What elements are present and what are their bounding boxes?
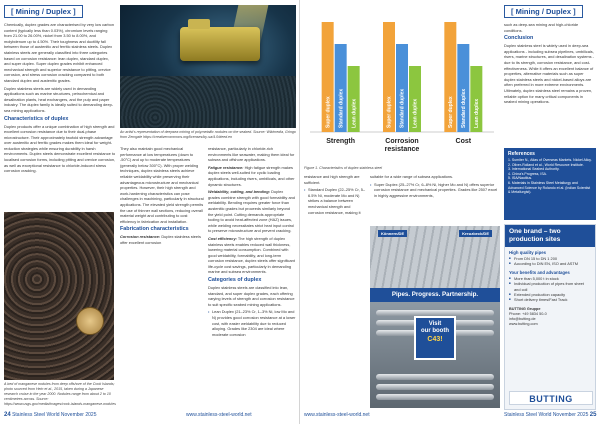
sea-photo-caption: An artist's representation of deepsea mining of polymetallic nodules on the seabed. Source: Wikimedia, Gringo from Zemgale https://creativecommons.org/licenses/by-sa/4.0/deed.en: [120, 130, 296, 139]
reference-item: 5. ISA/Nautilus.: [508, 176, 533, 181]
left-column-3: [208, 146, 296, 408]
paragraph-text: The high strength of duplex stainless steels enables reduced wall thickness, lowering material consumption. Combined with good weldability, formability, and long-term corrosion resistance, duplex steels offer significant life-cycle cost savings, particularly in demanding marine and subsea environments.: [208, 235, 295, 275]
paragraph: They also maintain good mechanical performance at low temperatures (down to -50°C) and up to moderate temperatures (generally below 300°C). With proper welding techniques, duplex stainless steels achieve reliable weldability while preserving their advantageous microstructure and mechanical properties. However, their high strength and work-hardening characteristics can pose challenges in machining, particularly in structural applications. The elevated yield strength permits the use of thinner wall sections, reducing overall material weight and contributing to cost efficiency in fabrication and installation.: [120, 146, 204, 224]
mining-vehicle: [180, 27, 260, 61]
booth-line-1: Visit: [428, 321, 442, 327]
chart-caption: Figure 1. Characteristics of duplex stainless steel: [304, 166, 383, 170]
paragraph: [208, 189, 296, 234]
bullet-standard-duplex: • Standard Duplex (22–25% Cr, 5–6.5% Ni, moderate Mo and N) strikes a balance between mechanical strength and corrosion resistance, making it: [304, 187, 366, 215]
paragraph: Duplex stainless steels are widely used in demanding applications such as marine structures, petrochemical and desalination plants, heat exchangers, and the pulp and paper industry. The duplex family is ideally suited to demanding deep-sea mining applications.: [4, 85, 114, 113]
magazine-name: Stainless Steel World November 2025: [12, 412, 97, 418]
bullet-lean-duplex: • Lean Duplex (21–23% Cr, 1–3% Ni, low Mo and N) provides good corrosion resistance at a lower cost, with easier weldability due to reduced alloying. Grades like 2304 are ideal where moderate corrosion: [208, 309, 296, 337]
paragraph: [208, 236, 296, 275]
booth-number: C43!: [427, 336, 443, 343]
ad-list-item: ■ Individual production of pipes from sheet and coil: [509, 281, 591, 292]
pipe: [376, 384, 494, 390]
bullet-super-duplex: • Super Duplex (25–27% Cr, 6–8% Ni, higher Mo and N) offers superior corrosion resistance and mechanical properties. Grades like 2507 excel in highly aggressive environments,: [370, 182, 500, 199]
bar-label: Lean duplex: [473, 98, 480, 128]
ad-list-item: ■ More than 5,000 t in stock: [509, 276, 591, 281]
lead-in: Cost efficiency:: [208, 235, 237, 241]
ad-list-benefits: [509, 276, 591, 303]
paragraph-text: High fatigue strength makes duplex steels well-suited for cyclic loading applications, including risers, umbilicals, and other dynamic structures.: [208, 164, 295, 187]
ad-list-item: ■ Extended production capacity: [509, 292, 591, 297]
ad-subheading: Your benefits and advantages: [509, 269, 570, 275]
ad-list-quality: [509, 256, 591, 267]
booth-badge: [414, 316, 456, 360]
photo-manganese-nodules: [4, 212, 114, 380]
references-list: [508, 158, 592, 195]
bar-label: Standard duplex: [460, 88, 467, 128]
category-label: Corrosion: [385, 138, 419, 145]
paragraph: [120, 234, 204, 245]
paragraph-text: Duplex grades combine strength with good formability and weldability. Bending requires greater force than austenitic grades but proceeds similarly beyond the yield point. Cutting demands appropriate tooling to avoid heat-affected zone (HAZ) issues, while welding necessitates strict heat input control to preserve microstructure and prevent cracking.: [208, 189, 295, 234]
page-number: 24: [4, 412, 11, 418]
pipe: [376, 394, 494, 400]
site-label-left: Könnern/DE: [378, 230, 407, 237]
paragraph: Duplex products offer a unique combination of high strength and excellent corrosion resistance due to their dual-phase microstructure. Their approximately twofold strength advantage over austenitic and ferritic grades makes them ideal for weight-reduction strategies while ensuring durability in harsh environments. Duplex steels demonstrate excellent resistance to localised corrosion forms, including pitting and crevice corrosion, as well as exceptional resistance to chloride-induced stress corrosion cracking.: [4, 123, 116, 174]
page-number: 25: [589, 412, 597, 418]
paragraph: suitable for a wide range of subsea applications.: [370, 174, 454, 179]
section-tag-left: [ Mining / Duplex ]: [4, 5, 83, 18]
left-column-2: [120, 146, 204, 408]
paragraph: such as deep-sea mining and high-chloride conditions.: [504, 22, 579, 33]
bar-label: Standard duplex: [399, 88, 406, 128]
booth-line-2: our booth: [421, 328, 449, 334]
bar-label: Super duplex: [325, 96, 332, 128]
category-label: resistance: [384, 146, 420, 153]
bar-chart: [304, 14, 500, 164]
paragraph: [208, 165, 296, 187]
ad-subheading: High quality pipes: [509, 250, 547, 255]
heading-categories: Categories of duplex: [208, 277, 262, 284]
folio-url-right[interactable]: www.stainless-steel-world.net: [304, 412, 370, 418]
right-page: [300, 0, 600, 424]
ad-tagline: Pipes. Progress. Partnership.: [370, 288, 500, 302]
right-column-1: [304, 174, 366, 410]
nodule-photo-caption: A bed of manganese nodules from deep offshore of the Cook Islands; photo sourced from Hein et al., 2015, taken during a Japanese research cruise in the year 2000. Nodules range from about 2 to 10 centimetres across. Source: https://www.usgs.gov/media/images/cook-islands-manganese-nodules: [4, 382, 116, 406]
references-box: [504, 148, 596, 220]
butting-logo: BUTTING: [509, 391, 593, 405]
section-tag-right: [ Mining / Duplex ]: [504, 5, 583, 18]
reference-item: 3. International Seabed Authority.: [508, 167, 560, 172]
magazine-name: Stainless Steel World November 2025: [504, 412, 589, 418]
sea-floor: [120, 76, 296, 128]
heading-conclusion: Conclusion: [504, 35, 534, 42]
category-label: Cost: [455, 138, 472, 145]
contact-phone: Phone: +49 5834 50-0: [509, 311, 547, 316]
bar-label: Super duplex: [386, 96, 393, 128]
coin-scale-reference: [76, 307, 104, 335]
figure-1-chart: [304, 14, 500, 164]
bar-label: Standard duplex: [338, 88, 345, 128]
bar-label: Lean duplex: [351, 98, 358, 128]
category-label: Strength: [326, 138, 356, 145]
reference-item: 4. China's Progress, ISA.: [508, 171, 547, 176]
paragraph: Duplex stainless steels are classified into lean, standard, and super duplex grades, each offering varying levels of strength and corrosion resistance to suit specific seabed mining applications.: [208, 285, 295, 307]
ad-list-item: ■ From DN 15 to DN 1 200: [509, 256, 591, 261]
references-heading: References: [508, 151, 535, 157]
paragraph: Chemically, duplex grades are characterised by very low carbon content (typically less than 0.03%), chromium levels ranging from 21.00 to 26.00%, nickel from 3.50 to 8.00%, and molybdenum up to 4.50%. Their toughness and ductility fall between those of austenitic and ferritic stainless steels. Duplex stainless steels are generally classified into three categories based on corrosion resistance: lean duplex, standard duplex, and super duplex. Super duplex grades exhibit enhanced mechanical strength and superior resistance to pitting, crevice corrosion, and stress corrosion cracking compared to both standard duplex and austenitic grades.: [4, 22, 114, 83]
folio-url-left[interactable]: www.stainless-steel-world.net: [186, 412, 252, 418]
paragraph: resistance and high strength are sufficient.: [304, 174, 360, 185]
reference-item: 1. Sumiter N., Atlas of Overseas Markets. Nickel Alloy.: [508, 158, 592, 162]
left-column-1: [4, 22, 116, 208]
heading-characteristics: Characteristics of duplex: [4, 115, 69, 122]
folio-left: [4, 412, 96, 418]
lead-in: Weldability, cutting, and bending:: [208, 189, 271, 195]
ad-contact: [509, 307, 591, 327]
heading-fabrication: Fabrication characteristics: [120, 226, 189, 233]
right-column-3: [504, 22, 596, 146]
bar-label: Super duplex: [447, 96, 454, 128]
site-label-right: Kreuzbeck/DE: [459, 230, 492, 237]
paragraph-text: Duplex stainless steels offer excellent corrosion: [120, 234, 201, 245]
lead-in: Corrosion resistance:: [120, 234, 161, 240]
paragraph: resistance, particularly in chloride-rich environments like seawater, making them ideal for subsea and offshore applications.: [208, 146, 295, 163]
photo-deepsea-mining: [120, 5, 296, 128]
folio-right: [504, 412, 596, 418]
butting-ad-panel: [504, 224, 596, 410]
reference-item: 6. Materials in Stainless Steel Metallurgy and Advanced Science by Rolando et al. (Indian Scientist & Metallurgist).: [508, 180, 591, 195]
contact-email[interactable]: info@butting.de: [509, 316, 536, 321]
butting-ad-photo: [370, 226, 500, 408]
ad-title: One brand – two production sites: [505, 225, 595, 247]
reference-item: 2. Oliver-Rolland et al., World Resource Institute.: [508, 162, 584, 167]
bar-label: Lean duplex: [412, 98, 419, 128]
contact-company: BUTTING Gruppe: [509, 306, 541, 311]
pipe: [376, 374, 494, 380]
lead-in: Fatigue resistance:: [208, 164, 244, 170]
ad-list-item: ■ Short delivery times/Fast Track: [509, 297, 591, 302]
ad-list-item: ■ According to DIN EN, ISO and ASTM: [509, 261, 591, 266]
contact-website[interactable]: www.butting.com: [509, 321, 538, 326]
right-column-2: [370, 174, 500, 224]
paragraph: Duplex stainless steel is widely used in deep-sea applications - including subsea pipelines, umbilicals, risers, marine structures, and desalination systems - due to its strength, corrosion resistance, and cost-effectiveness. While it offers an excellent balance of properties, alternative materials such as super duplex stainless steels and nickel-based alloys are often preferred in more extreme environments. Ultimately, duplex stainless steel remains a proven, reliable option for many critical components in seabed mining operations.: [504, 43, 594, 105]
